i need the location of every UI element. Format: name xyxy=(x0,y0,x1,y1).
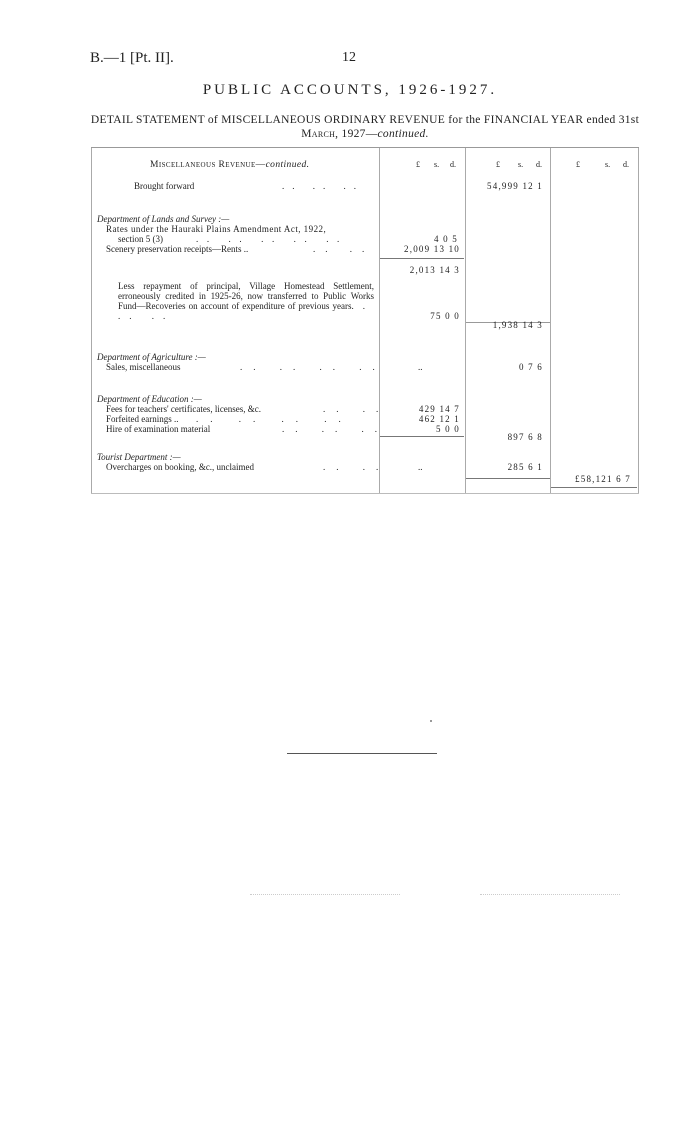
lands-item-amount: 2,009 13 10 xyxy=(404,244,460,254)
col1-pound-header: £ xyxy=(416,160,420,169)
lands-item-label: section 5 (3) xyxy=(118,234,163,244)
bleed-through-mark xyxy=(480,894,620,895)
brought-forward-amount: 54,999 12 1 xyxy=(487,181,543,191)
education-heading: Department of Education :— xyxy=(97,394,202,404)
education-total-rule xyxy=(380,436,464,437)
col3-pence-header: d. xyxy=(623,160,629,169)
education-item-label: Forfeited earnings .. xyxy=(106,414,179,424)
brought-forward-label: Brought forward xyxy=(134,181,195,191)
lands-heading: Department of Lands and Survey :— xyxy=(97,214,230,224)
agriculture-amount: 0 7 6 xyxy=(519,362,543,372)
tourist-col1-dots: .. xyxy=(418,462,423,472)
document-reference: B.—1 [Pt. II]. xyxy=(90,50,174,66)
col1-shilling-header: s. xyxy=(434,160,440,169)
subtitle-month: March xyxy=(301,128,336,140)
subtitle-main: DETAIL STATEMENT of MISCELLANEOUS ORDINARY REVENUE for the FINANCIAL YEAR ended 31st xyxy=(90,114,640,126)
lands-subtotal-amount: 2,013 14 3 xyxy=(409,265,460,275)
page-number: 12 xyxy=(342,50,356,65)
agriculture-heading: Department of Agriculture :— xyxy=(97,352,206,362)
lands-item-dots: .. .. .. .. .. xyxy=(196,234,348,244)
education-item-label: Hire of examination material xyxy=(106,424,211,434)
lands-item-label: Scenery preservation receipts—Rents .. xyxy=(106,244,249,254)
tourist-item-label: Overcharges on booking, &c., unclaimed xyxy=(106,462,255,472)
col1-pence-header: d. xyxy=(450,160,456,169)
speck xyxy=(430,720,432,722)
education-item-amount: 462 12 1 xyxy=(418,414,460,424)
education-total-amount: 897 6 8 xyxy=(507,432,543,442)
col3-pound-header: £ xyxy=(576,160,580,169)
col2-pound-header: £ xyxy=(496,160,500,169)
page-title: PUBLIC ACCOUNTS, 1926-1927. xyxy=(202,82,498,98)
subtitle-continued: continued. xyxy=(377,128,429,140)
lands-item-dots: .. .. xyxy=(313,244,375,254)
grand-total-rule xyxy=(551,487,637,488)
column2-total-rule xyxy=(466,478,550,479)
lands-item-label: Rates under the Hauraki Plains Amendment Act, 1922, xyxy=(106,224,327,234)
lands-less-amount: 75 0 0 xyxy=(430,311,460,321)
table-top-border xyxy=(91,147,639,148)
end-rule xyxy=(287,753,437,754)
agriculture-item-dots: .. .. .. .. xyxy=(240,362,386,372)
tourist-heading: Tourist Department :— xyxy=(97,452,181,462)
education-item-dots: .. .. .. .. xyxy=(196,414,353,424)
subtitle-year: , 1927— xyxy=(335,128,378,140)
education-item-amount: 429 14 7 xyxy=(418,404,460,414)
col2-pence-header: d. xyxy=(536,160,542,169)
education-item-label: Fees for teachers' certificates, licenses, &c. xyxy=(106,404,262,414)
education-item-amount: 5 0 0 xyxy=(436,424,460,434)
column-heading-continued: continued. xyxy=(265,160,310,170)
tourist-amount: 285 6 1 xyxy=(507,462,543,472)
table-left-border xyxy=(91,148,92,493)
lands-less-dots: .. .. .. xyxy=(118,301,374,321)
tourist-item-dots: .. .. xyxy=(323,462,390,472)
lands-item-amount: 4 0 5 xyxy=(434,234,458,244)
agriculture-item-label: Sales, miscellaneous xyxy=(106,362,181,372)
column-heading xyxy=(150,160,309,170)
column-divider-3 xyxy=(550,148,551,493)
lands-net-amount: 1,938 14 3 xyxy=(492,320,543,330)
col2-shilling-header: s. xyxy=(518,160,524,169)
lands-less-label: Less repayment of principal, Village Homestead Settlement, erroneously credited in 1925-26, now transferred to Public Works Fund—Recoveries on account of expenditure of previous years xyxy=(118,281,374,311)
column-heading-main: Miscellaneous Revenue— xyxy=(150,160,266,170)
page-subtitle xyxy=(86,113,644,141)
education-item-dots: .. .. xyxy=(323,404,390,414)
agriculture-col1-dots: .. xyxy=(418,362,423,372)
brought-forward-dots: .. .. .. xyxy=(282,181,364,191)
education-item-dots: .. .. .. xyxy=(282,424,388,434)
lands-less-text xyxy=(118,281,374,321)
table-bottom-border xyxy=(91,493,639,494)
bleed-through-mark xyxy=(250,894,400,895)
col3-shilling-header: s. xyxy=(605,160,611,169)
lands-subtotal-rule xyxy=(380,258,464,259)
table-right-border xyxy=(638,148,639,493)
grand-total-amount: £58,121 6 7 xyxy=(575,474,631,484)
